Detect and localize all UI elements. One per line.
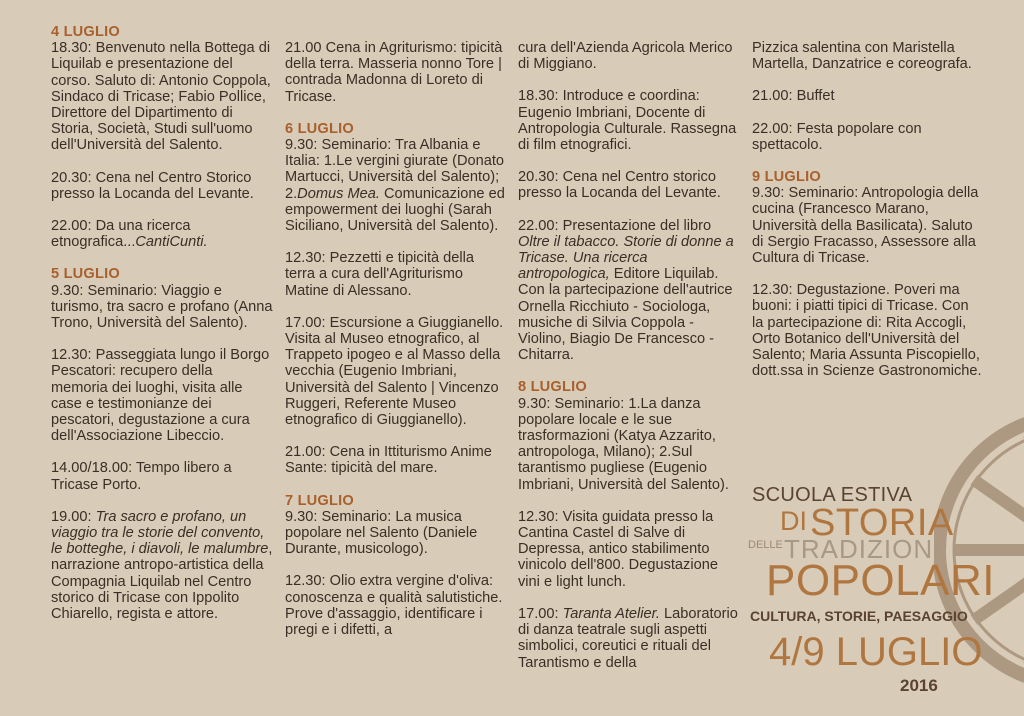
event-item: 20.30: Cena nel Centro Storico presso la Locanda del Levante. [51, 169, 254, 202]
title-delle: DELLE [748, 539, 783, 551]
event-item: 9.30: Seminario: 1.La danza popolare locale e le sue trasformazioni (Katya Azzarito, antropologa, Milano); 2.Sul tarantismo pugliese (Eugenio Imbriani, Università del Salento). [518, 395, 729, 493]
event-item: cura dell'Azienda Agricola Merico di Miggiano. [518, 40, 733, 73]
day-heading-7-luglio: 7 LUGLIO [285, 492, 354, 509]
event-item: 22.00: Festa popolare con spettacolo. [752, 120, 922, 153]
day-heading-8-luglio: 8 LUGLIO [518, 379, 587, 396]
title-tradizioni: TRADIZIONI [784, 534, 942, 564]
event-item: 9.30: Seminario: Antropologia della cucina (Francesco Marano, Università della Basilicata). Saluto di Sergio Fracasso, Assessore alla Cultura di Tricase. [752, 185, 979, 267]
title-dates: 4/9 LUGLIO [769, 630, 983, 674]
day-heading-9-luglio: 9 LUGLIO [752, 169, 821, 186]
day-heading-5-luglio: 5 LUGLIO [51, 266, 120, 283]
program-column-4 [752, 40, 982, 395]
event-item: Pizzica salentina con Maristella Martella, Danzatrice e coreografa. [752, 40, 972, 73]
event-item: 9.30: Seminario: La musica popolare nel Salento (Daniele Durante, musicologo). [285, 508, 478, 558]
event-item: 18.30: Introduce e coordina: Eugenio Imbriani, Docente di Antropologia Culturale. Rassegna di film etnografici. [518, 88, 737, 154]
title-popolari: POPOLARI [766, 556, 995, 605]
event-item: 18.30: Benvenuto nella Bottega di Liquilab e presentazione del corso. Saluto di: Antonio Coppola, Sindaco di Tricase; Fabio Pollice, Direttore del Dipartimento di Storia, Società, Studi sull'uomo dell'Università del Salento. [51, 40, 271, 154]
day-heading-4-luglio: 4 LUGLIO [51, 24, 120, 40]
title-year: 2016 [900, 676, 938, 695]
event-item: 9.30: Seminario: Viaggio e turismo, tra sacro e profano (Anna Trono, Università del Salento). [51, 282, 273, 332]
event-item: 20.30: Cena nel Centro storico presso la Locanda del Levante. [518, 169, 721, 202]
event-item: 12.30: Degustazione. Poveri ma buoni: i piatti tipici di Tricase. Con la partecipazione di: Rita Accogli, Orto Botanico dell'Università del Salento; Maria Assunta Piscopiello, dott.ssa in Scienze Gastronomiche. [752, 282, 982, 380]
title-subtitle: CULTURA, STORIE, PAESAGGIO [750, 608, 968, 624]
event-item: 21.00 Cena in Agriturismo: tipicità della terra. Masseria nonno Tore | contrada Madonna di Loreto di Tricase. [285, 40, 503, 105]
event-item: 12.30: Pezzetti e tipicità della terra a cura dell'Agriturismo Matine di Alessano. [285, 250, 475, 299]
day-heading-6-luglio: 6 LUGLIO [285, 120, 354, 137]
event-item: 21.00: Buffet [752, 88, 835, 105]
event-item: 21.00: Cena in Ittiturismo Anime Sante: tipicità del mare. [285, 444, 492, 477]
event-item: 22.00: Da una ricerca etnografica...CantiCunti. [51, 218, 208, 251]
event-item: 14.00/18.00: Tempo libero a Tricase Porto. [51, 460, 232, 493]
event-item: 9.30: Seminario: Tra Albania e Italia: 1.Le vergini giurate (Donato Martucci, Università del Salento); 2.Domus Mea. Comunicazione ed empowerment dei luoghi (Sarah Siciliano, Università del Salento). [285, 137, 505, 235]
program-column-1 [51, 24, 273, 638]
title-scuola-estiva: SCUOLA ESTIVA [752, 484, 913, 506]
event-item: 19.00: Tra sacro e profano, un viaggio tra le storie del convento, le botteghe, i diavoli, le malumbre, narrazione antropo-artistica della Compagnia Liquilab nel Centro storico di Tricase con Ippolito Chiarello, regista e attore. [51, 508, 273, 623]
event-item: 17.00: Taranta Atelier. Laboratorio di danza teatrale sugli aspetti simbolici, coreutici e rituali del Tarantismo e della [518, 605, 738, 671]
event-item: 12.30: Passeggiata lungo il Borgo Pescatori: recupero della memoria dei luoghi, visita alle case e testimonianze dei pescatori, degustazione a cura dell'Associazione Libeccio. [51, 347, 270, 445]
event-item: 12.30: Olio extra vergine d'oliva: conoscenza e qualità salutistiche. Prove d'assaggio, identificare i pregi e i difetti, a [285, 573, 503, 639]
event-item: 12.30: Visita guidata presso la Cantina Castel di Salve di Depressa, antico stabilimento vinicolo dell'800. Degustazione vini e light lunch. [518, 508, 718, 590]
program-column-3 [518, 40, 740, 687]
event-item: 22.00: Presentazione del libro Oltre il tabacco. Storie di donne a Tricase. Una ricerca antropologica, Editore Liquilab. Con la partecipazione dell'autrice Ornella Ricchiuto - Sociologa, musiche di Silvia Coppola - Violino, Biagio De Francesco - Chitarra. [518, 217, 734, 364]
title-storia: STORIA [810, 502, 954, 544]
event-item: 17.00: Escursione a Giuggianello. Visita al Museo etnografico, al Trappeto ipogeo e al Masso della vecchia (Eugenio Imbriani, Università del Salento | Vincenzo Ruggeri, Referente Museo etnografico di Giuggianello). [285, 314, 504, 429]
title-di: DI [780, 506, 807, 536]
program-column-2 [285, 40, 507, 654]
